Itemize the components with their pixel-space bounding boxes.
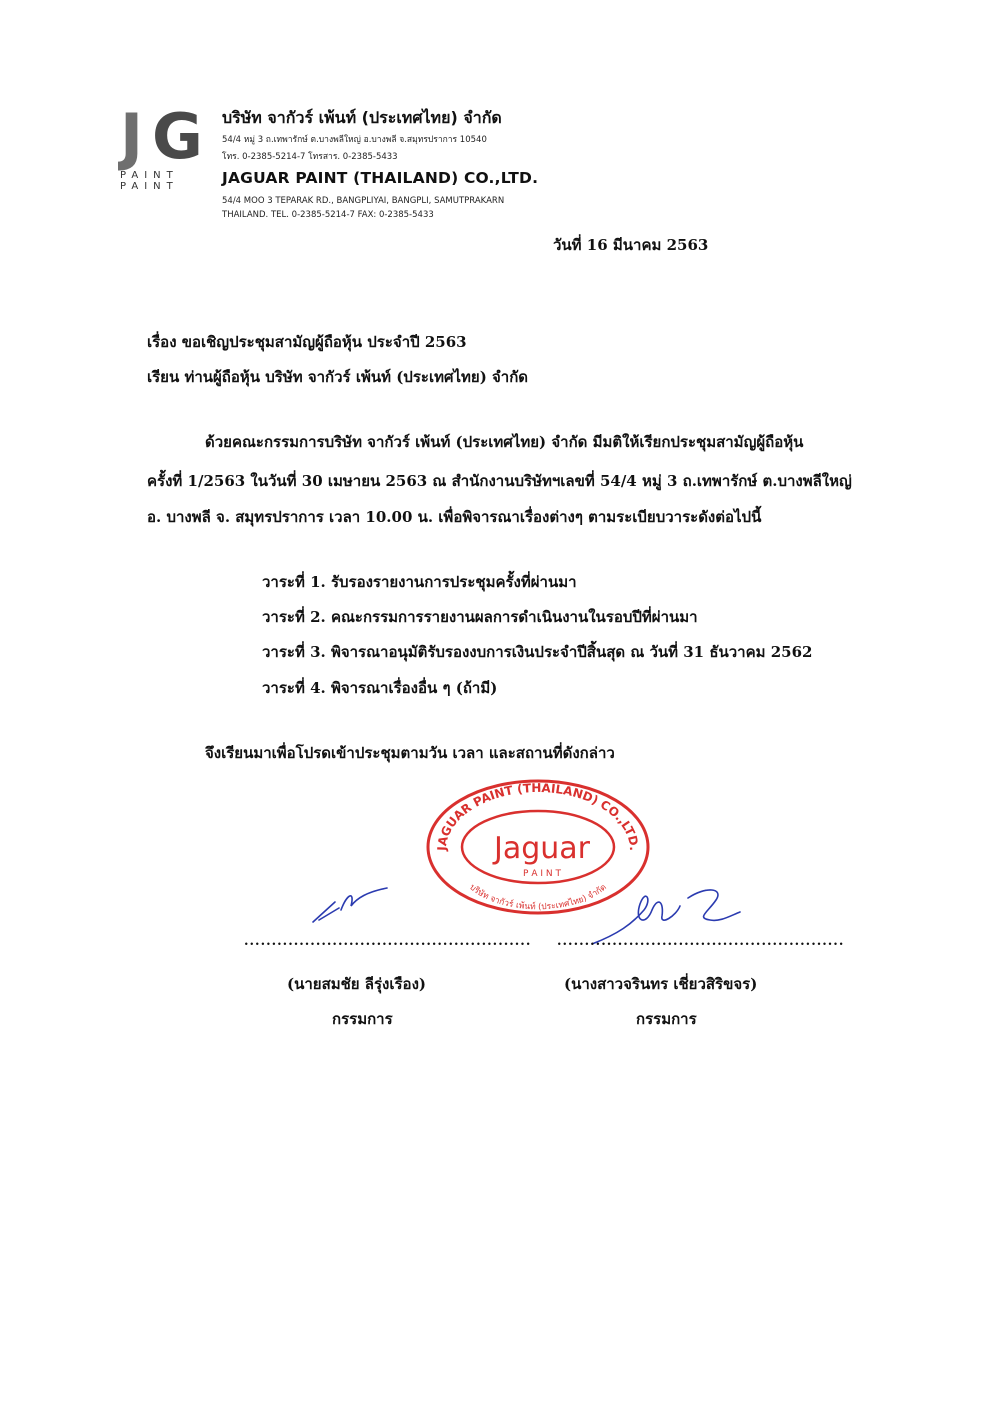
signatory-1-position: กรรมการ [332, 1010, 393, 1028]
letter-recipient: เรียน ท่านผู้ถือหุ้น บริษัท จากัวร์ เพ้นท์ (ประเทศไทย) จำกัด [147, 368, 529, 386]
body-line-3: อ. บางพลี จ. สมุทรปราการ เวลา 10.00 น. เพื่อพิจารณาเรื่องต่างๆ ตามระเบียบวาระดังต่อไปนี้ [147, 508, 762, 526]
company-address-english: 54/4 MOO 3 TEPARAK RD., BANGPLIYAI, BANGPLI, SAMUTPRAKARN [222, 196, 505, 206]
stamp-center-text: Jaguar [493, 831, 591, 866]
agenda-item-2: วาระที่ 2. คณะกรรมการรายงานผลการดำเนินงานในรอบปีที่ผ่านมา [262, 608, 698, 626]
body-line-1: ด้วยคณะกรรมการบริษัท จากัวร์ เพ้นท์ (ประเทศไทย) จำกัด มีมติให้เรียกประชุมสามัญผู้ถือหุ้น [205, 433, 804, 451]
body-line-2: ครั้งที่ 1/2563 ในวันที่ 30 เมษายน 2563 ณ สำนักงานบริษัทฯเลขที่ 54/4 หมู่ 3 ถ.เทพารักษ์ ต.บางพลีใหญ่ [147, 472, 852, 490]
stamp-bottom-text: บริษัท จากัวร์ เพ้นท์ (ประเทศไทย) จำกัด [467, 882, 609, 913]
stamp-top-text: JAGUAR PAINT (THAILAND) CO.,LTD. [434, 780, 642, 852]
svg-text:PAINT: PAINT [120, 170, 179, 181]
company-contact-english: THAILAND. TEL. 0-2385-5214-7 FAX: 0-2385-5433 [222, 210, 434, 220]
company-logo [118, 100, 218, 190]
svg-text:J: J [120, 100, 144, 173]
signature-2-line: .................................................... [557, 934, 845, 949]
agenda-item-4: วาระที่ 4. พิจารณาเรื่องอื่น ๆ (ถ้ามี) [262, 679, 498, 697]
svg-text:PAINT: PAINT [120, 181, 179, 190]
letter-subject: เรื่อง ขอเชิญประชุมสามัญผู้ถือหุ้น ประจำปี 2563 [147, 333, 467, 351]
signature-1-mark [305, 880, 395, 930]
company-name-english: JAGUAR PAINT (THAILAND) CO.,LTD. [222, 169, 539, 187]
closing-line: จึงเรียนมาเพื่อโปรดเข้าประชุมตามวัน เวลา และสถานที่ดังกล่าว [205, 744, 615, 762]
signatory-1-name: (นายสมชัย ลีรุ่งเรือง) [287, 975, 426, 993]
company-name-thai: บริษัท จากัวร์ เพ้นท์ (ประเทศไทย) จำกัด [222, 108, 502, 127]
agenda-item-1: วาระที่ 1. รับรองรายงานการประชุมครั้งที่ผ่านมา [262, 573, 577, 591]
signatory-2-name: (นางสาวจรินทร เชี่ยวสิริขจร) [564, 975, 758, 993]
signatory-2-position: กรรมการ [636, 1010, 697, 1028]
letter-date: วันที่ 16 มีนาคม 2563 [553, 236, 709, 254]
svg-text:G: G [152, 100, 203, 173]
stamp-sub-text: P A I N T [523, 869, 561, 879]
agenda-item-3: วาระที่ 3. พิจารณาอนุมัติรับรองงบการเงินประจำปีสิ้นสุด ณ วันที่ 31 ธันวาคม 2562 [262, 643, 813, 661]
signature-1-line: .................................................... [244, 934, 532, 949]
company-address-thai: 54/4 หมู่ 3 ถ.เทพารักษ์ ต.บางพลีใหญ่ อ.บางพลี จ.สมุทรปราการ 10540 [222, 135, 487, 145]
company-phone-thai: โทร. 0-2385-5214-7 โทรสาร. 0-2385-5433 [222, 152, 398, 162]
